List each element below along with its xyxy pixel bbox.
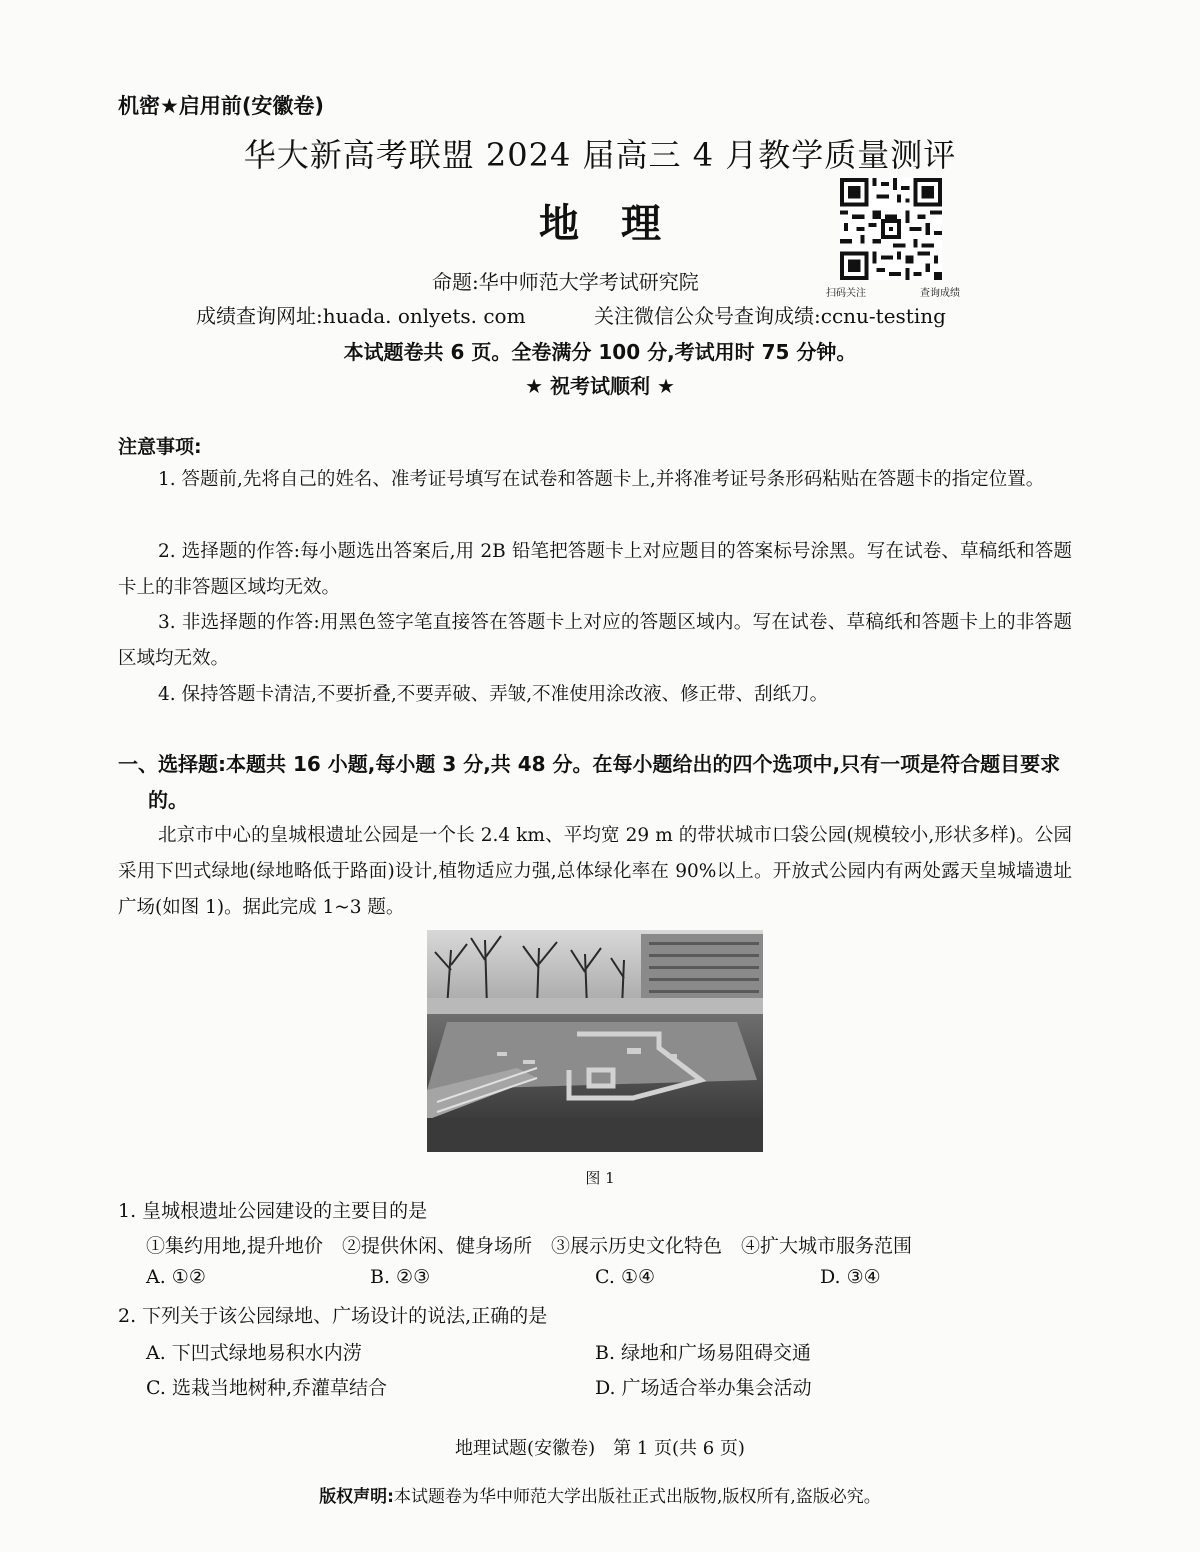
page-footer: 地理试题(安徽卷) 第 1 页(共 6 页) <box>455 1438 745 1459</box>
figure-1-photo <box>427 930 763 1152</box>
option-a[interactable]: A. 下凹式绿地易积水内涝 <box>146 1342 362 1364</box>
note-item: 4. 保持答题卡清洁,不要折叠,不要弄破、弄皱,不准使用涂改液、修正带、刮纸刀。 <box>158 684 829 705</box>
subject-title: 地理 <box>539 201 703 247</box>
option-c[interactable]: C. ①④ <box>595 1266 656 1288</box>
question-1-stem: 1. 皇城根遗址公园建设的主要目的是 <box>118 1200 428 1222</box>
author-line: 命题:华中师范大学考试研究院 <box>432 270 699 294</box>
question-1-statements: ①集约用地,提升地价 ②提供休闲、健身场所 ③展示历史文化特色 ④扩大城市服务范围 <box>146 1235 913 1257</box>
qr-caption <box>826 284 960 299</box>
section-heading: 一、选择题:本题共 16 小题,每小题 3 分,共 48 分。在每小题给出的四个选项中,只有一项是符合题目要求的。 <box>118 752 1061 812</box>
reading-passage: 北京市中心的皇城根遗址公园是一个长 2.4 km、平均宽 29 m 的带状城市口袋公园(规模较小,形状多样)。公园采用下凹式绿地(绿地略低于路面)设计,植物适应力强,总体绿化率在 90%以上。开放式公园内有两处露天皇城墙遗址广场(如图 1)。据此完成 1~3 题。 <box>118 825 1072 918</box>
score-query-url: 成绩查询网址:huada. onlyets. com <box>196 304 526 328</box>
option-a[interactable]: A. ①② <box>146 1266 206 1288</box>
option-c[interactable]: C. 选栽当地树种,乔灌草结合 <box>146 1377 387 1399</box>
qr-caption-query: 查询成绩 <box>920 288 960 299</box>
exam-info: 本试题卷共 6 页。全卷满分 100 分,考试用时 75 分钟。 <box>343 340 857 364</box>
qr-caption-follow: 扫码关注 <box>826 288 866 299</box>
option-b[interactable]: B. 绿地和广场易阻碍交通 <box>595 1342 812 1364</box>
exam-title: 华大新高考联盟 2024 届高三 4 月教学质量测评 <box>243 136 957 174</box>
good-luck: ★ 祝考试顺利 ★ <box>525 374 675 398</box>
notes-heading: 注意事项: <box>118 436 202 458</box>
note-item: 2. 选择题的作答:每小题选出答案后,用 2B 铅笔把答题卡上对应题目的答案标号涂黑。写在试卷、草稿纸和答题卡上的非答题区域均无效。 <box>118 541 1072 598</box>
question-2-stem: 2. 下列关于该公园绿地、广场设计的说法,正确的是 <box>118 1305 548 1327</box>
wechat-query: 关注微信公众号查询成绩:ccnu-testing <box>594 304 946 328</box>
option-b[interactable]: B. ②③ <box>370 1266 431 1288</box>
figure-caption: 图 1 <box>585 1169 615 1187</box>
copyright-text: 本试题卷为华中师范大学出版社正式出版物,版权所有,盗版必究。 <box>394 1487 881 1507</box>
note-item: 3. 非选择题的作答:用黑色签字笔直接答在答题卡上对应的答题区域内。写在试卷、草稿纸和答题卡上的非答题区域均无效。 <box>118 612 1072 669</box>
option-d[interactable]: D. 广场适合举办集会活动 <box>595 1377 812 1399</box>
qr-code <box>838 178 944 280</box>
copyright-notice <box>0 1482 1200 1507</box>
secret-label: 机密★启用前(安徽卷) <box>118 94 325 118</box>
copyright-label: 版权声明: <box>319 1487 394 1507</box>
option-d[interactable]: D. ③④ <box>820 1266 881 1288</box>
note-item: 1. 答题前,先将自己的姓名、准考证号填写在试卷和答题卡上,并将准考证号条形码粘贴在答题卡的指定位置。 <box>158 469 1045 490</box>
